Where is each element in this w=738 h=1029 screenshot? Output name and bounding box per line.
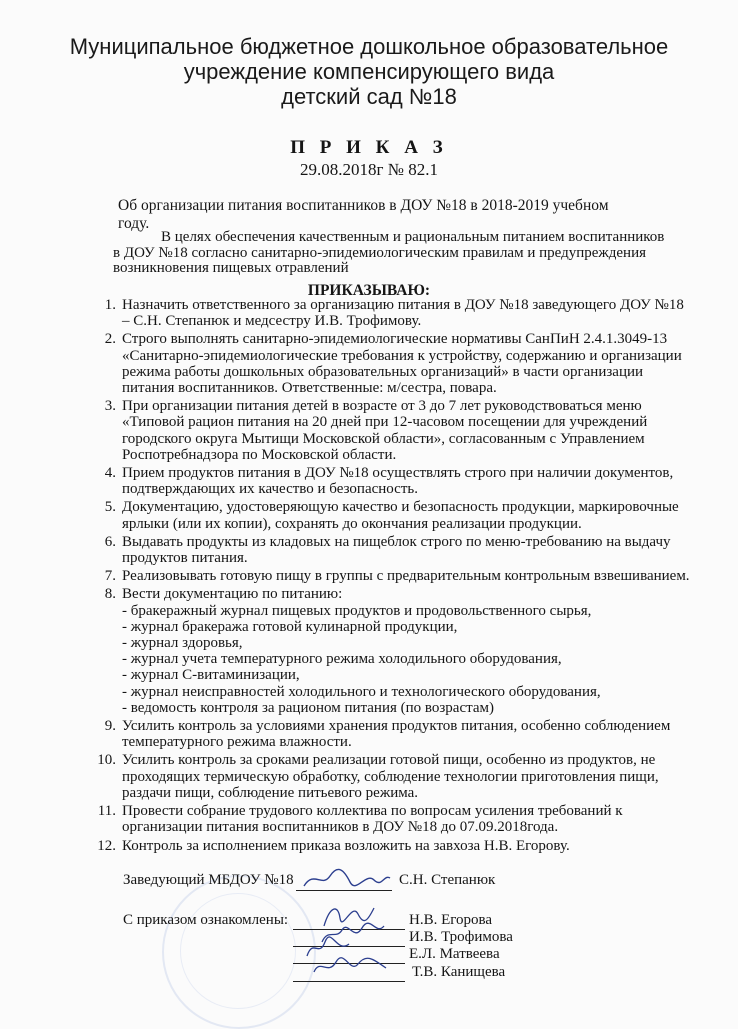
journal-entry: - журнал бракеража готовой кулинарной продукции, [122, 618, 458, 635]
institution-header [0, 34, 738, 109]
journal-entry: - журнал С-витаминизации, [122, 667, 300, 684]
order-subject: Об организации питания воспитанников в ДОУ №18 в 2018-2019 учебном году. [118, 197, 609, 232]
header-line-1: Муниципальное бюджетное дошкольное образовательное [69, 34, 669, 59]
item-text: При организации питания детей в возрасте от 3 до 7 лет руководствоваться меню «Типовой рацион питания на 20 дней при 12-часовом посещении для учреждений городского округа Мытищи Московской области», согласованным с Управлением Роспотребнадзора по Московской области. [122, 398, 648, 463]
decree-heading: ПРИКАЗЫВАЮ: [307, 282, 431, 299]
item-number: 12. [97, 837, 116, 854]
acknowledgement-label: С приказом ознакомлены: [123, 912, 289, 928]
header-line-2: учреждение компенсирующего вида [183, 59, 555, 84]
item-text: Выдавать продукты из кладовых на пищеблок строго по меню-требованию на выдачу продуктов питания. [122, 533, 671, 567]
ack-name: Т.В. Канищева [412, 964, 506, 980]
item-number: 7. [104, 568, 116, 585]
head-signature-label: Заведующий МБДОУ №18 [123, 872, 294, 888]
head-signature-scribble [300, 866, 392, 892]
item-text: Назначить ответственного за организацию питания в ДОУ №18 заведующего ДОУ №18 – С.Н. Степанюк и медсестру И.В. Трофимову. [122, 297, 684, 330]
item-number: 9. [104, 718, 116, 735]
order-item [72, 297, 692, 329]
item-text: Провести собрание трудового коллектива по вопросам усиления требований к организации питания воспитанников в ДОУ №18 до 07.09.2018года. [122, 803, 623, 836]
journal-entry: - журнал учета температурного режима холодильного оборудования, [122, 651, 562, 668]
order-items-list [72, 297, 692, 856]
journal-list [122, 603, 692, 716]
item-text: Документацию, удостоверяющую качество и безопасность продукции, маркировочные ярлыки (или их копии), сохранять до окончания реализации продукции. [122, 499, 679, 532]
order-item [72, 331, 692, 396]
item-text: Реализовывать готовую пищу в группы с предварительным контрольным взвешиванием. [122, 568, 690, 585]
journal-entry: - бракеражный журнал пищевых продуктов и продовольственного сырья, [122, 602, 592, 619]
header-line-3: детский сад №18 [281, 84, 457, 109]
journal-entry: - журнал здоровья, [122, 635, 243, 652]
journal-entry: - ведомость контроля за рационом питания (по возрастам) [122, 699, 495, 716]
item-text: Усилить контроль за условиями хранения продуктов питания, особенно соблюдением температурного режима влажности. [122, 718, 671, 751]
order-item [72, 586, 692, 716]
item-number: 8. [104, 586, 116, 603]
item-lead: Вести документацию по питанию: [122, 586, 343, 603]
ack-signature-scribble [310, 952, 390, 980]
item-number: 10. [97, 752, 116, 769]
order-item [72, 803, 692, 835]
item-number: 3. [104, 398, 116, 415]
order-item [72, 499, 692, 531]
order-item [72, 838, 692, 854]
order-item [72, 568, 692, 584]
item-number: 2. [104, 331, 116, 348]
item-number: 4. [104, 465, 116, 482]
item-text: Прием продуктов питания в ДОУ №18 осуществлять строго при наличии документов, подтверждающих их качество и безопасность. [122, 465, 674, 498]
order-item [72, 398, 692, 463]
item-text: Контроль за исполнением приказа возложить на завхоза Н.В. Егорову. [122, 837, 570, 854]
order-item [72, 465, 692, 497]
ack-name: Н.В. Егорова [409, 912, 493, 928]
order-item [72, 752, 692, 801]
item-number: 1. [104, 297, 116, 313]
item-number: 6. [104, 533, 116, 550]
journal-entry: - журнал неисправностей холодильного и технологического оборудования, [122, 683, 601, 700]
item-text: Усилить контроль за сроками реализации готовой пищи, особенно из продуктов, не проходящих термическую обработку, соблюдение технологии приготовления пищи, раздачи пищи, соблюдение питьевого режима. [122, 752, 659, 801]
ack-name: Е.Л. Матвеева [409, 946, 500, 962]
ack-name: И.В. Трофимова [409, 929, 513, 945]
signature-block [0, 860, 738, 1010]
item-number: 11. [97, 803, 116, 820]
order-title: П Р И К А З [290, 137, 448, 158]
item-number: 5. [104, 499, 116, 516]
order-date: 29.08.2018г № 82.1 [300, 160, 438, 179]
order-item [72, 534, 692, 566]
order-preamble: В целях обеспечения качественным и рациональным питанием воспитанников в ДОУ №18 согласно санитарно-эпидемиологическим правилам и предупреждения возникновения пищевых отравлений [113, 229, 665, 276]
order-item [72, 718, 692, 750]
item-text: Строго выполнять санитарно-эпидемиологические нормативы СанПиН 2.4.1.3049-13 «Санитарно-эпидемиологические требования к устройству, содержанию и организации режима работы дошкольных образовательных организаций» в части организации питания воспитанников. Ответственные: м/сестра, повара. [122, 331, 682, 397]
head-name: С.Н. Степанюк [399, 872, 496, 888]
item-text [122, 586, 692, 716]
